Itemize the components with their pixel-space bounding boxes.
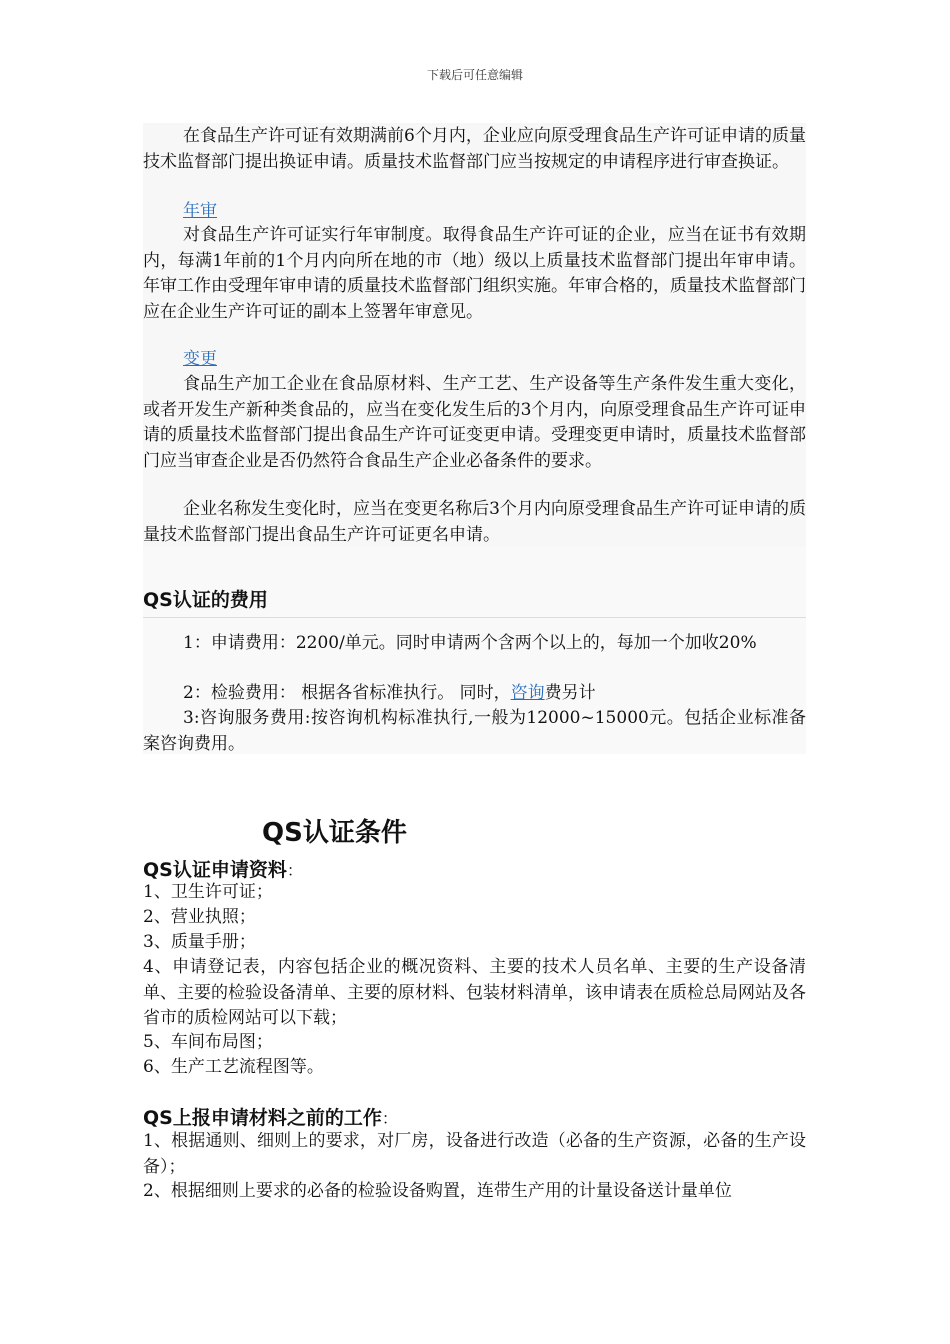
content-shade-top [143,123,806,547]
prework-item: 1、根据通则、细则上的要求，对厂房，设备进行改造（必备的生产资源，必备的生产设备）； [143,1131,806,1177]
intro-paragraph: 在食品生产许可证有效期满前6个月内，企业应向原受理食品生产许可证申请的质量技术监督部门提出换证申请。质量技术监督部门应当按规定的申请程序进行审查换证。 [143,126,806,172]
materials-heading: QS认证申请资料： [143,859,303,881]
fee-item-3: 3:咨询服务费用:按咨询机构标准执行,一般为12000~15000元。包括企业标准备案咨询费用。 [143,708,806,754]
prework-item: 2、根据细则上要求的必备的检验设备购置，连带生产用的计量设备送计量单位 [143,1181,732,1201]
materials-item: 5、车间布局图； [143,1032,273,1052]
fee-item-1: 1：申请费用：2200/单元。同时申请两个含两个以上的，每加一个加收20% [183,633,757,653]
change-link[interactable]: 变更 [183,349,217,369]
materials-item: 1、卫生许可证； [143,882,273,902]
conditions-title: QS认证条件 [262,818,407,848]
materials-item: 6、生产工艺流程图等。 [143,1057,324,1077]
fees-divider [143,617,806,618]
fees-heading: QS认证的费用 [143,589,268,611]
fee-item-2-suffix: 费另计 [544,683,596,703]
consult-link[interactable]: 咨询 [510,683,545,703]
change-paragraph-2: 企业名称发生变化时，应当在变更名称后3个月内向原受理食品生产许可证申请的质量技术监督部门提出食品生产许可证更名申请。 [143,499,806,545]
change-paragraph-1: 食品生产加工企业在食品原材料、生产工艺、生产设备等生产条件发生重大变化，或者开发生产新种类食品的，应当在变化发生后的3个月内，向原受理食品生产许可证申请的质量技术监督部门提出食品生产许可证变更申请。受理变更申请时，质量技术监督部门应当审查企业是否仍然符合食品生产企业必备条件的要求。 [143,374,806,471]
annual-review-link[interactable]: 年审 [183,201,217,221]
annual-review-paragraph: 对食品生产许可证实行年审制度。取得食品生产许可证的企业，应当在证书有效期内，每满1年前的1个月内向所在地的市（地）级以上质量技术监督部门提出年审申请。年审工作由受理年审申请的质量技术监督部门组织实施。年审合格的，质量技术监督部门应在企业生产许可证的副本上签署年审意见。 [143,225,806,322]
header-note: 下载后可任意编辑 [426,68,523,82]
prework-heading: QS上报申请材料之前的工作： [143,1107,398,1129]
fee-item-2 [143,681,806,707]
materials-item: 4、申请登记表，内容包括企业的概况资料、主要的技术人员名单、主要的生产设备清单、主要的检验设备清单、主要的原材料、包装材料清单，该申请表在质检总局网站及各省市的质检网站可以下载； [143,957,806,1028]
fee-item-2-text: 2：检验费用： 根据各省标准执行。 同时， [183,683,511,703]
materials-item: 3、质量手册； [143,932,256,952]
materials-item: 2、营业执照； [143,907,256,927]
